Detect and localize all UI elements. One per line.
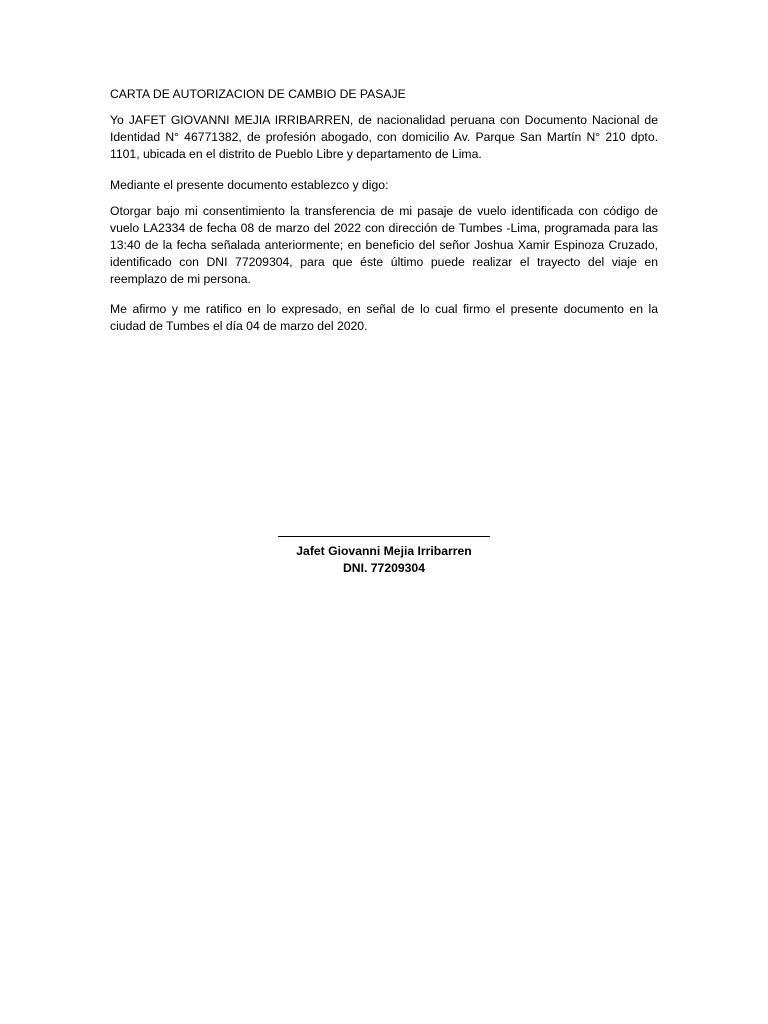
paragraph-identity: Yo JAFET GIOVANNI MEJIA IRRIBARREN, de nacionalidad peruana con Documento Nacional de Identidad N° 46771382, de profesión abogado, con domicilio Av. Parque San Martín N° 210 dpto. 1101, ubicada en el distrito de Pueblo Libre y departamento de Lima. <box>110 113 658 161</box>
paragraph-intro: Mediante el presente documento establezco y digo: <box>110 178 389 192</box>
paragraph-transfer: Otorgar bajo mi consentimiento la transferencia de mi pasaje de vuelo identificada con código de vuelo LA2334 de fecha 08 de marzo del 2022 con dirección de Tumbes -Lima, programada para las 13:40 de la fecha señalada anteriormente; en beneficio del señor Joshua Xamir Espinoza Cruzado, identificado con DNI 77209304, para que éste último puede realizar el trayecto del viaje en reemplazo de mi persona. <box>110 204 658 286</box>
signature-line <box>278 536 490 537</box>
document-title: CARTA DE AUTORIZACION DE CAMBIO DE PASAJE <box>110 87 406 101</box>
paragraph-ratification: Me afirmo y me ratifico en lo expresado, en señal de lo cual firmo el presente documento en la ciudad de Tumbes el día 04 de marzo del 2020. <box>110 302 658 333</box>
signature-name: Jafet Giovanni Mejia Irribarren <box>296 544 472 558</box>
signature-dni: DNI. 77209304 <box>343 561 425 575</box>
signature-block <box>0 536 768 577</box>
